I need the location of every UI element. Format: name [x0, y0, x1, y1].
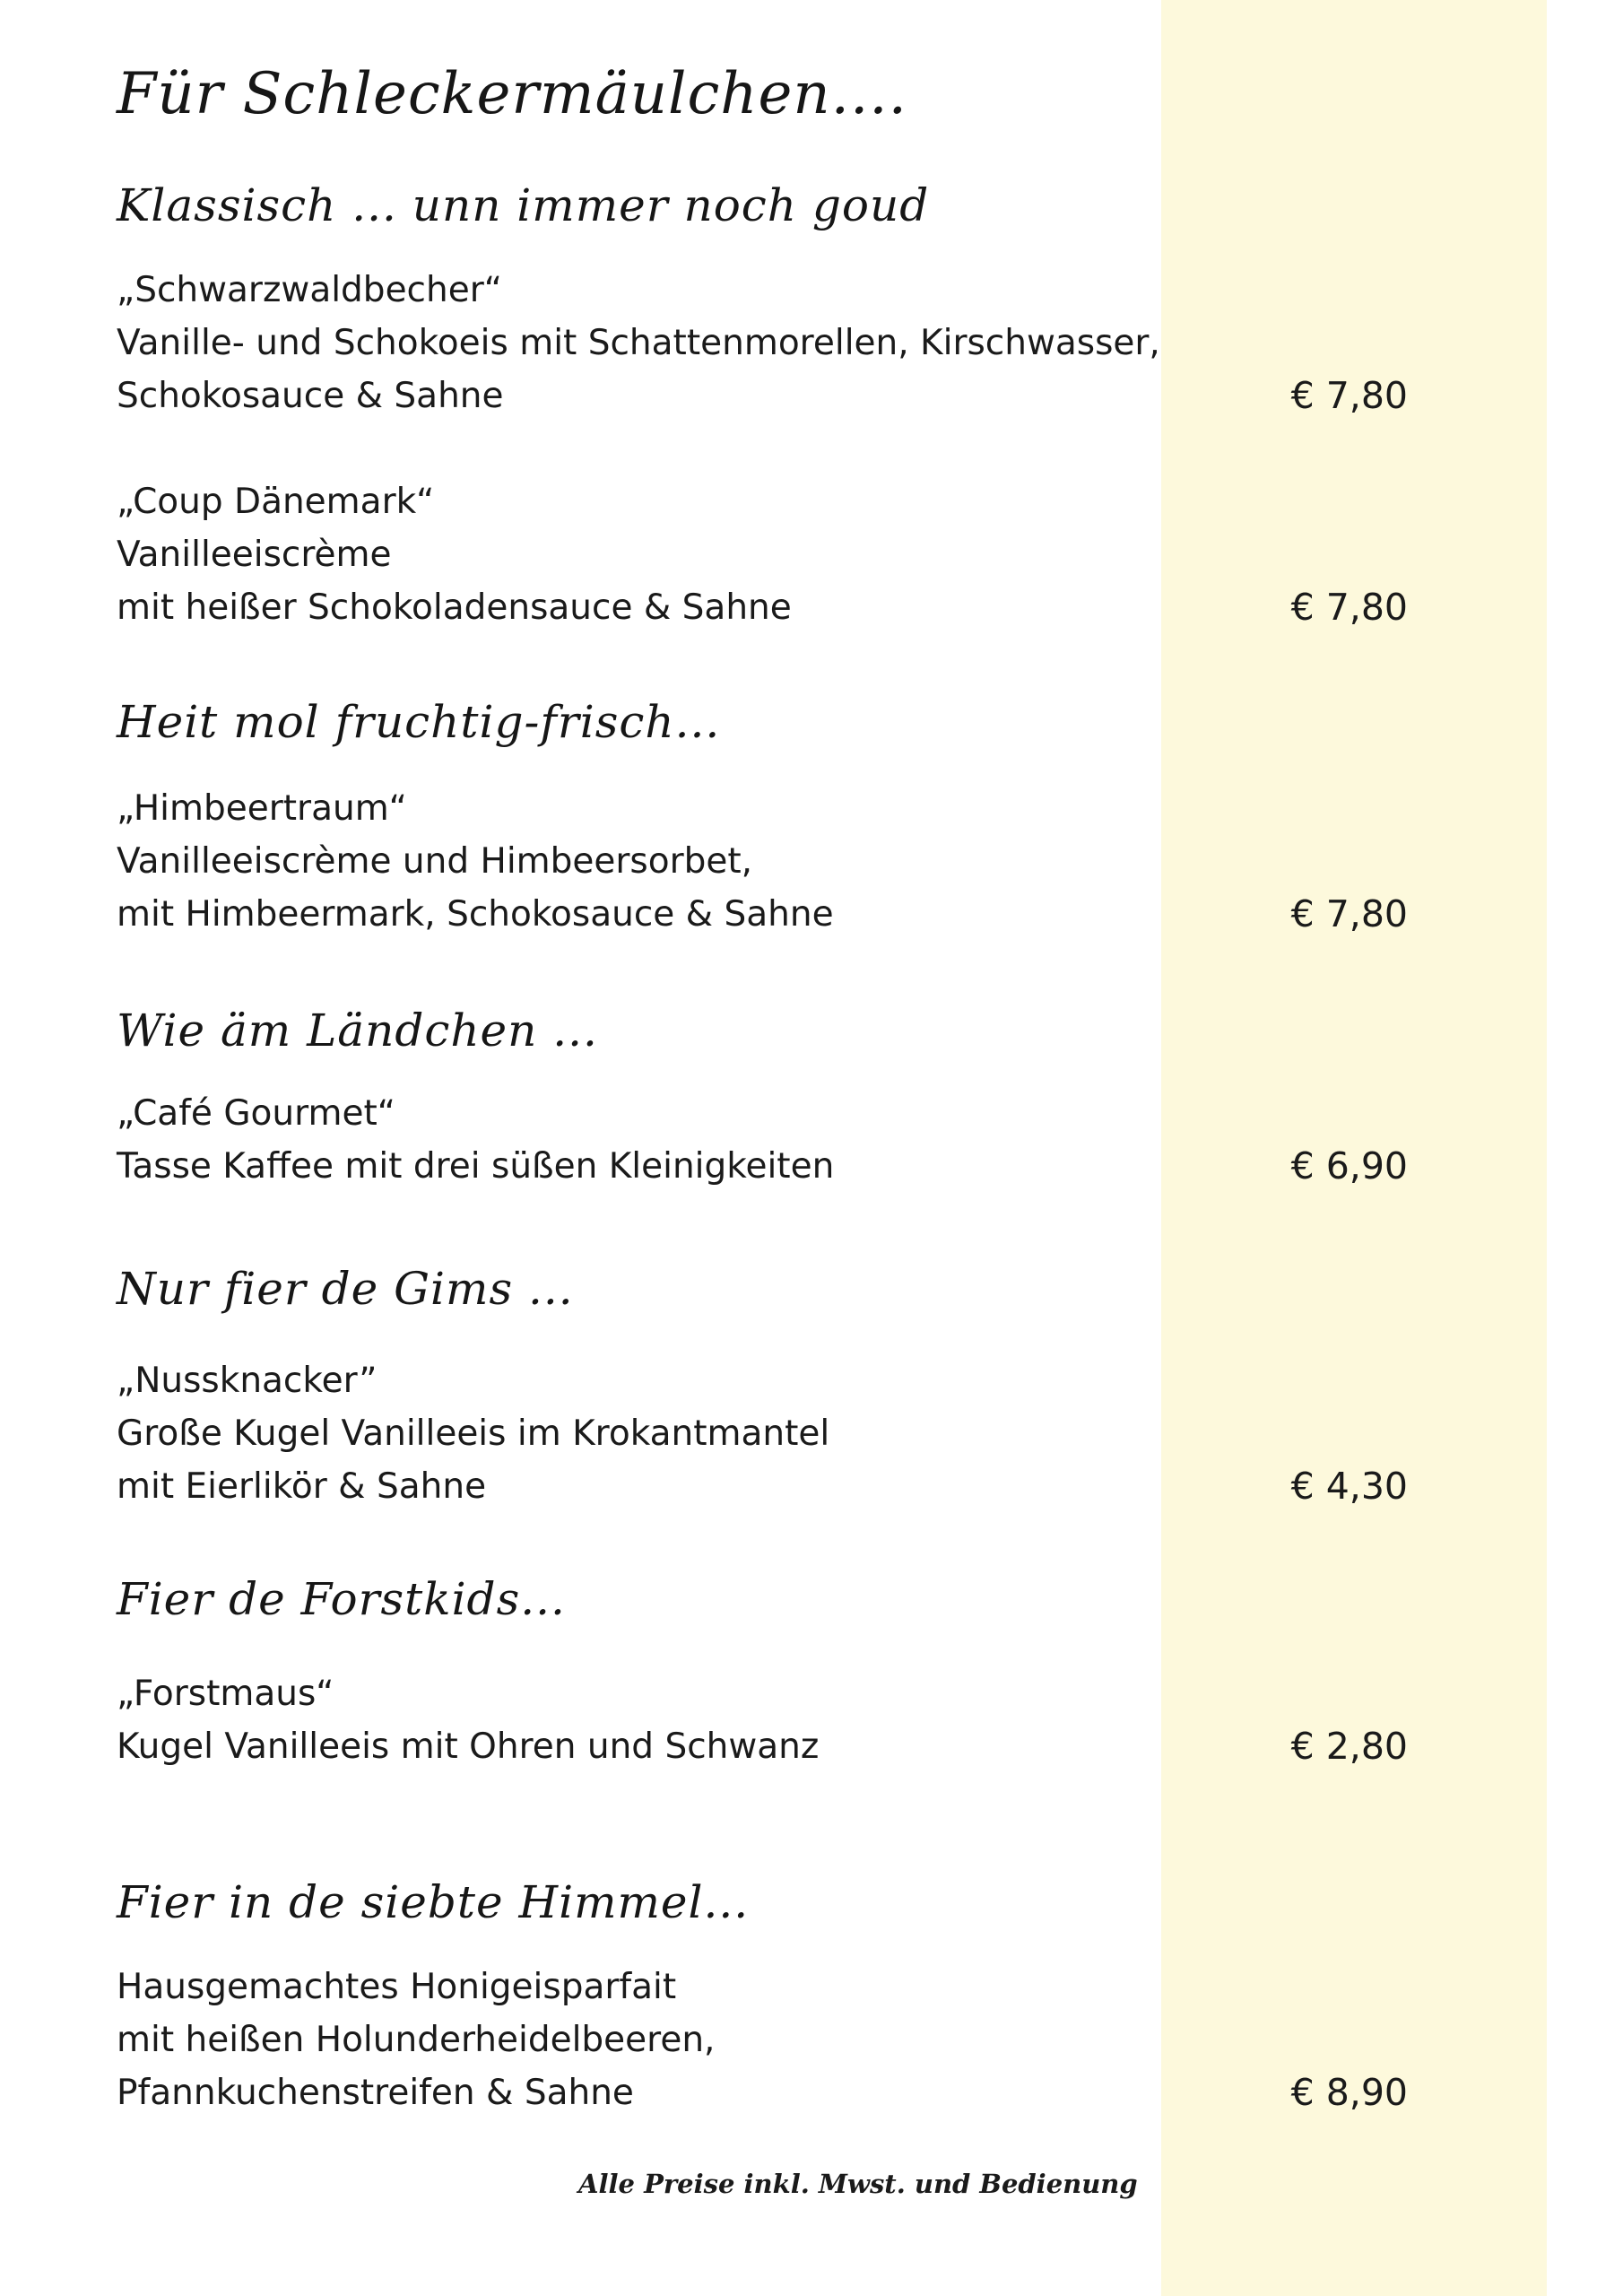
menu-item	[117, 1354, 1408, 1513]
item-description: Schokosauce & Sahne	[117, 376, 504, 416]
item-name: „Himbeertraum“	[117, 788, 407, 829]
item-name: „Forstmaus“	[117, 1674, 334, 1714]
item-price: € 8,90	[1290, 2071, 1408, 2114]
item-description: Vanilleeiscrème	[117, 535, 392, 575]
item-description: mit Eierlikör & Sahne	[117, 1466, 487, 1507]
section-heading: Fier de Forstkids...	[117, 1573, 566, 1625]
section-heading: Klassisch ... unn immer noch goud	[117, 179, 930, 231]
item-price: € 4,30	[1290, 1465, 1408, 1508]
item-description: Tasse Kaffee mit drei süßen Kleinigkeiten	[117, 1146, 835, 1187]
section-heading: Fier in de siebte Himmel...	[117, 1876, 750, 1928]
page-title: Für Schleckermäulchen....	[117, 61, 907, 127]
section-heading: Wie äm Ländchen ...	[117, 1004, 598, 1057]
section-heading: Nur fier de Gims ...	[117, 1263, 574, 1315]
item-price: € 2,80	[1290, 1725, 1408, 1768]
menu-item	[117, 782, 1408, 941]
item-name: „Nussknacker”	[117, 1361, 378, 1401]
item-name: „Café Gourmet“	[117, 1093, 395, 1134]
item-description: Vanille- und Schokoeis mit Schattenmorellen, Kirschwasser,	[117, 323, 1160, 363]
menu-item	[117, 475, 1408, 634]
item-description: mit heißen Holunderheidelbeeren,	[117, 2020, 716, 2060]
menu-item	[117, 1961, 1408, 2119]
menu-item	[117, 1667, 1408, 1773]
item-price: € 7,80	[1290, 892, 1408, 935]
item-description: mit Himbeermark, Schokosauce & Sahne	[117, 894, 834, 935]
price-note-footer: Alle Preise inkl. Mwst. und Bedienung	[578, 2169, 1138, 2199]
item-description: Vanilleeiscrème und Himbeersorbet,	[117, 841, 753, 882]
item-price: € 6,90	[1290, 1144, 1408, 1187]
item-name: „Schwarzwaldbecher“	[117, 270, 502, 310]
item-name: Hausgemachtes Honigeisparfait	[117, 1967, 677, 2007]
item-description: Kugel Vanilleeis mit Ohren und Schwanz	[117, 1726, 820, 1767]
item-description: Große Kugel Vanilleeis im Krokantmantel	[117, 1413, 830, 1454]
item-price: € 7,80	[1290, 374, 1408, 417]
item-name: „Coup Dänemark“	[117, 482, 435, 522]
item-price: € 7,80	[1290, 586, 1408, 629]
menu-item	[117, 264, 1408, 422]
section-heading: Heit mol fruchtig-frisch...	[117, 696, 721, 748]
menu-item	[117, 1087, 1408, 1193]
item-description: Pfannkuchenstreifen & Sahne	[117, 2073, 634, 2113]
item-description: mit heißer Schokoladensauce & Sahne	[117, 587, 792, 628]
